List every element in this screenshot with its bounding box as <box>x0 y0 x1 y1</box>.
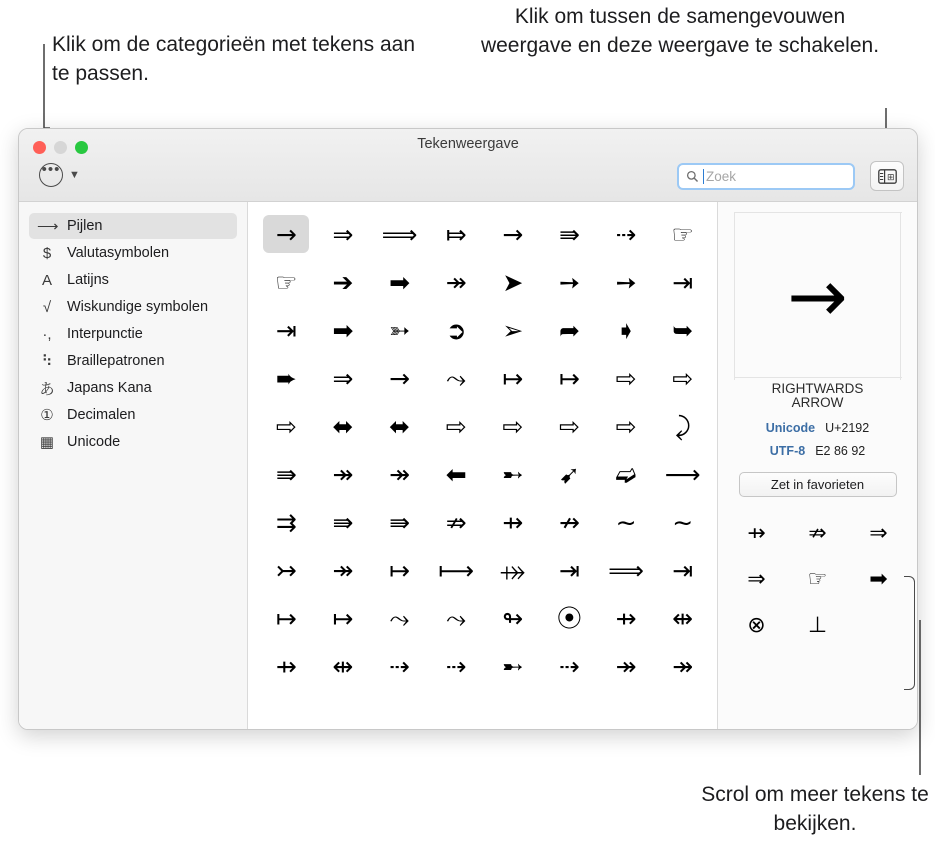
glyph: ➡ <box>389 267 411 297</box>
glyph: ☞ <box>275 267 298 297</box>
punctuation-icon: ·, <box>42 325 52 343</box>
glyph: ⇒ <box>332 219 354 249</box>
glyph: ↦ <box>332 603 354 633</box>
related-glyph-cell[interactable]: ☞ <box>807 567 828 592</box>
glyph-cell[interactable] <box>428 450 485 498</box>
glyph: ⇨ <box>615 363 637 393</box>
glyph: ⇛ <box>275 459 297 489</box>
glyph: ⇢ <box>389 651 411 681</box>
glyph: ➹ <box>558 459 580 489</box>
sidebar-item-decimalen[interactable] <box>29 402 237 428</box>
unicode-value: U+2192 <box>825 421 870 435</box>
sidebar-item-label: Valutasymbolen <box>67 245 170 261</box>
annotation-customize-categories: Klik om de categorieën met tekens aan te passen. <box>52 33 416 85</box>
glyph-cell[interactable] <box>315 546 372 594</box>
glyph-cell[interactable] <box>428 594 485 642</box>
glyph: ⤳ <box>446 363 467 393</box>
glyph-cell[interactable] <box>258 354 315 402</box>
glyph-cell[interactable] <box>258 594 315 642</box>
glyph-cell[interactable] <box>485 258 542 306</box>
glyph-cell[interactable] <box>541 402 598 450</box>
glyph: ⇢ <box>558 651 580 681</box>
sidebar-item-label: Pijlen <box>67 218 103 234</box>
sidebar-item-label: Interpunctie <box>67 326 143 342</box>
glyph: ⇛ <box>389 507 411 537</box>
glyph-cell[interactable] <box>654 498 711 546</box>
glyph: ↠ <box>615 651 637 681</box>
character-viewer-window <box>18 128 918 730</box>
glyph-cell[interactable] <box>371 258 428 306</box>
glyph-cell[interactable] <box>428 546 485 594</box>
collapse-view-icon[interactable] <box>870 161 904 191</box>
glyph-cell[interactable] <box>258 210 315 258</box>
glyph-cell[interactable] <box>428 354 485 402</box>
glyph: ⟶ <box>664 459 701 489</box>
glyph: ⇨ <box>502 411 524 441</box>
glyph-cell[interactable] <box>485 642 542 690</box>
add-to-favorites-button[interactable]: Zet in favorieten <box>739 472 897 497</box>
glyph: ➙ <box>558 267 580 297</box>
glyph-cell[interactable] <box>654 354 711 402</box>
unicode-label: Unicode <box>765 421 816 435</box>
glyph: ➦ <box>558 315 580 345</box>
sidebar-item-label: Latijns <box>67 272 109 288</box>
glyph: ⤳ <box>446 603 467 633</box>
glyph-cell[interactable] <box>315 354 372 402</box>
glyph: ∼ <box>615 507 637 537</box>
glyph: ⇨ <box>672 363 694 393</box>
related-glyph-cell[interactable]: ⇏ <box>808 521 827 546</box>
glyph: ⇸ <box>615 603 637 633</box>
glyph-cell[interactable] <box>598 306 655 354</box>
glyph: ⦿ <box>556 603 582 633</box>
glyph-cell[interactable] <box>541 450 598 498</box>
character-name-line1: RIGHTWARDS <box>771 381 864 396</box>
glyph: ➧ <box>615 315 637 345</box>
glyph: ⟼ <box>438 555 475 585</box>
glyph-cell[interactable] <box>541 258 598 306</box>
glyph-cell[interactable] <box>315 450 372 498</box>
glyph-cell[interactable] <box>541 594 598 642</box>
glyph-cell[interactable] <box>485 450 542 498</box>
glyph-cell[interactable] <box>258 450 315 498</box>
glyph-cell[interactable] <box>258 642 315 690</box>
glyph-cell[interactable] <box>315 258 372 306</box>
glyph: ⇏ <box>445 507 467 537</box>
glyph-cell[interactable] <box>371 546 428 594</box>
related-glyph-cell[interactable] <box>848 603 909 649</box>
glyph: ⬌ <box>332 411 354 441</box>
glyph: ⇸ <box>275 651 297 681</box>
character-name-line2: ARROW <box>791 395 844 410</box>
sidebar-item-interpunctie[interactable] <box>29 321 237 347</box>
glyph: → <box>263 215 309 253</box>
glyph: ⟹ <box>608 555 644 585</box>
glyph-cell[interactable] <box>485 402 542 450</box>
glyph: ⤇ <box>445 219 467 249</box>
glyph: → <box>502 219 524 249</box>
glyph-cell[interactable] <box>598 354 655 402</box>
glyph: ↠ <box>389 459 411 489</box>
glyph-cell[interactable] <box>598 642 655 690</box>
glyph: ⇹ <box>332 651 354 681</box>
collapse-view-glyph <box>878 169 897 184</box>
glyph-grid-area[interactable] <box>248 202 717 730</box>
glyph-cell[interactable] <box>598 498 655 546</box>
sidebar-item-label: Decimalen <box>67 407 136 423</box>
glyph: ⬅ <box>445 459 467 489</box>
sidebar-item-valutasymbolen[interactable] <box>29 240 237 266</box>
glyph-cell[interactable] <box>428 306 485 354</box>
glyph: ➳ <box>389 315 411 345</box>
glyph-cell[interactable] <box>598 450 655 498</box>
glyph-cell[interactable] <box>371 450 428 498</box>
glyph: ⇢ <box>615 219 637 249</box>
glyph: ➙ <box>615 267 637 297</box>
glyph-cell[interactable] <box>428 642 485 690</box>
glyph-cell[interactable] <box>485 498 542 546</box>
category-sidebar <box>19 202 248 730</box>
related-glyph-cell[interactable]: ⇒ <box>869 521 888 546</box>
sidebar-item-unicode[interactable] <box>29 429 237 455</box>
unicode-row <box>726 421 909 435</box>
glyph: ⇥ <box>275 315 297 345</box>
letter-a-icon: A <box>41 271 52 289</box>
sidebar-item-latijns[interactable] <box>29 267 237 293</box>
glyph-cell[interactable] <box>258 306 315 354</box>
glyph: ☞ <box>671 219 694 249</box>
glyph-cell[interactable] <box>428 210 485 258</box>
glyph-cell[interactable] <box>428 402 485 450</box>
arrow-icon: ⟶ <box>37 218 59 235</box>
related-characters-grid[interactable] <box>726 511 909 649</box>
glyph-cell[interactable] <box>258 498 315 546</box>
glyph-cell[interactable] <box>371 402 428 450</box>
utf8-value: E2 86 92 <box>815 444 866 458</box>
glyph-cell[interactable] <box>541 498 598 546</box>
related-glyph-cell[interactable]: ⇒ <box>747 567 766 592</box>
glyph-cell[interactable] <box>428 258 485 306</box>
related-glyph-cell[interactable]: ⇸ <box>747 521 766 546</box>
glyph: ⇨ <box>445 411 467 441</box>
glyph: ➫ <box>615 459 637 489</box>
kana-icon: あ <box>39 380 55 398</box>
glyph-cell[interactable] <box>654 642 711 690</box>
glyph-cell[interactable] <box>371 594 428 642</box>
annotation-scroll-more: Scrol om meer tekens te bekijken. <box>701 783 929 835</box>
glyph-cell[interactable] <box>541 210 598 258</box>
glyph: ⇨ <box>275 411 297 441</box>
glyph-cell[interactable] <box>371 210 428 258</box>
window-title: Tekenweergave <box>417 136 519 152</box>
glyph: ↠ <box>672 651 694 681</box>
search-input[interactable] <box>677 163 855 190</box>
glyph: ⤀ <box>500 555 526 585</box>
scroll-indicator-bracket <box>904 576 915 690</box>
glyph: ⤸ <box>675 411 691 441</box>
sidebar-item-wiskundige-symbolen[interactable] <box>29 294 237 320</box>
glyph-cell[interactable] <box>598 402 655 450</box>
glyph-cell[interactable] <box>598 594 655 642</box>
glyph-grid[interactable] <box>258 210 711 690</box>
glyph: ⇛ <box>558 219 580 249</box>
glyph: ↛ <box>558 507 580 537</box>
glyph-cell[interactable] <box>654 594 711 642</box>
glyph-cell[interactable] <box>258 402 315 450</box>
sidebar-item-label: Japans Kana <box>67 380 152 396</box>
glyph: ⇸ <box>502 507 524 537</box>
glyph-cell[interactable] <box>315 498 372 546</box>
circled-one-icon: ① <box>40 407 54 424</box>
window-titlebar <box>19 129 917 202</box>
search-icon <box>686 170 699 183</box>
glyph-cell[interactable] <box>541 354 598 402</box>
glyph-cell[interactable] <box>485 546 542 594</box>
glyph: ➥ <box>672 315 694 345</box>
utf8-row <box>726 444 909 458</box>
glyph-cell[interactable] <box>485 306 542 354</box>
glyph-cell[interactable] <box>315 594 372 642</box>
glyph-cell[interactable] <box>598 546 655 594</box>
glyph-cell[interactable] <box>258 546 315 594</box>
glyph-cell[interactable] <box>598 210 655 258</box>
glyph-cell[interactable] <box>315 402 372 450</box>
glyph: ⟹ <box>381 219 418 249</box>
window-body <box>19 202 917 730</box>
glyph-cell[interactable] <box>485 210 542 258</box>
glyph: ↠ <box>445 267 467 297</box>
character-preview <box>726 208 909 384</box>
related-glyph-cell[interactable]: ➡ <box>869 567 888 592</box>
svg-text:⊞: ⊞ <box>886 172 895 183</box>
glyph: ↠ <box>332 555 354 585</box>
glyph: ➤ <box>502 267 524 297</box>
glyph-cell[interactable] <box>258 258 315 306</box>
glyph-cell[interactable] <box>371 354 428 402</box>
glyph: ⇨ <box>558 411 580 441</box>
glyph: ⇒ <box>332 363 354 393</box>
ellipsis-circle-icon[interactable] <box>39 163 63 187</box>
glyph: ⇥ <box>558 555 580 585</box>
glyph: ➸ <box>502 459 524 489</box>
glyph-cell[interactable] <box>485 354 542 402</box>
glyph: ⇹ <box>672 603 694 633</box>
preview-glyph: → <box>787 254 848 338</box>
glyph: ➔ <box>332 267 354 297</box>
grid-icon: ▦ <box>39 434 55 451</box>
glyph: ⤳ <box>389 603 410 633</box>
glyph-cell[interactable] <box>371 498 428 546</box>
glyph: ➡ <box>332 315 354 345</box>
currency-icon: $ <box>42 244 52 262</box>
glyph-cell[interactable] <box>654 258 711 306</box>
glyph: ⇢ <box>445 651 467 681</box>
glyph: ↦ <box>558 363 580 393</box>
utf8-label: UTF-8 <box>769 444 806 458</box>
sidebar-item-pijlen[interactable] <box>29 213 237 239</box>
annotation-toggle-view: Klik om tussen de samengevouwen weergave en deze weergave te schakelen. <box>480 5 880 57</box>
glyph-cell[interactable] <box>654 210 711 258</box>
glyph: ↬ <box>502 603 524 633</box>
braille-icon: ⠳ <box>41 353 53 370</box>
glyph-cell[interactable] <box>485 594 542 642</box>
sidebar-item-label: Unicode <box>67 434 121 450</box>
glyph-cell[interactable] <box>541 306 598 354</box>
glyph: ⬌ <box>389 411 411 441</box>
glyph-cell[interactable] <box>315 642 372 690</box>
toolbar-left-group[interactable] <box>39 163 82 187</box>
glyph: ➸ <box>502 651 524 681</box>
square-root-icon: √ <box>42 298 52 316</box>
glyph: ⇥ <box>672 555 694 585</box>
character-detail-pane <box>717 202 917 730</box>
glyph: ↦ <box>275 603 297 633</box>
glyph: ➢ <box>502 315 524 345</box>
glyph-cell[interactable] <box>654 546 711 594</box>
glyph: ⇨ <box>615 411 637 441</box>
related-glyph-cell[interactable]: ⊗ <box>747 613 766 638</box>
glyph: ➨ <box>275 363 297 393</box>
glyph-cell[interactable] <box>654 402 711 450</box>
glyph-cell[interactable] <box>541 546 598 594</box>
glyph-cell[interactable] <box>654 306 711 354</box>
glyph: ∼ <box>672 507 694 537</box>
glyph: ➲ <box>445 315 467 345</box>
glyph: ↦ <box>389 555 411 585</box>
glyph: ↣ <box>275 555 297 585</box>
sidebar-item-japans-kana[interactable] <box>29 375 237 401</box>
chevron-down-icon[interactable]: ▼ <box>69 169 80 181</box>
glyph: ↠ <box>332 459 354 489</box>
glyph: ⇉ <box>275 507 297 537</box>
sidebar-item-label: Braillepatronen <box>67 353 165 369</box>
glyph-cell[interactable] <box>598 258 655 306</box>
glyph: ↦ <box>502 363 524 393</box>
glyph-cell[interactable] <box>315 210 372 258</box>
ellipsis-dots: ••• <box>41 161 61 178</box>
glyph-cell[interactable] <box>428 498 485 546</box>
glyph-cell[interactable] <box>541 642 598 690</box>
glyph: → <box>389 363 411 393</box>
search-placeholder: Zoek <box>703 169 736 184</box>
glyph: ⇛ <box>332 507 354 537</box>
sidebar-item-label: Wiskundige symbolen <box>67 299 209 315</box>
glyph: ⇥ <box>672 267 694 297</box>
glyph-cell[interactable] <box>371 642 428 690</box>
glyph-cell[interactable] <box>315 306 372 354</box>
sidebar-item-braillepatronen[interactable] <box>29 348 237 374</box>
related-glyph-cell[interactable]: ⊥ <box>807 613 828 638</box>
glyph-cell[interactable] <box>654 450 711 498</box>
glyph-cell[interactable] <box>371 306 428 354</box>
